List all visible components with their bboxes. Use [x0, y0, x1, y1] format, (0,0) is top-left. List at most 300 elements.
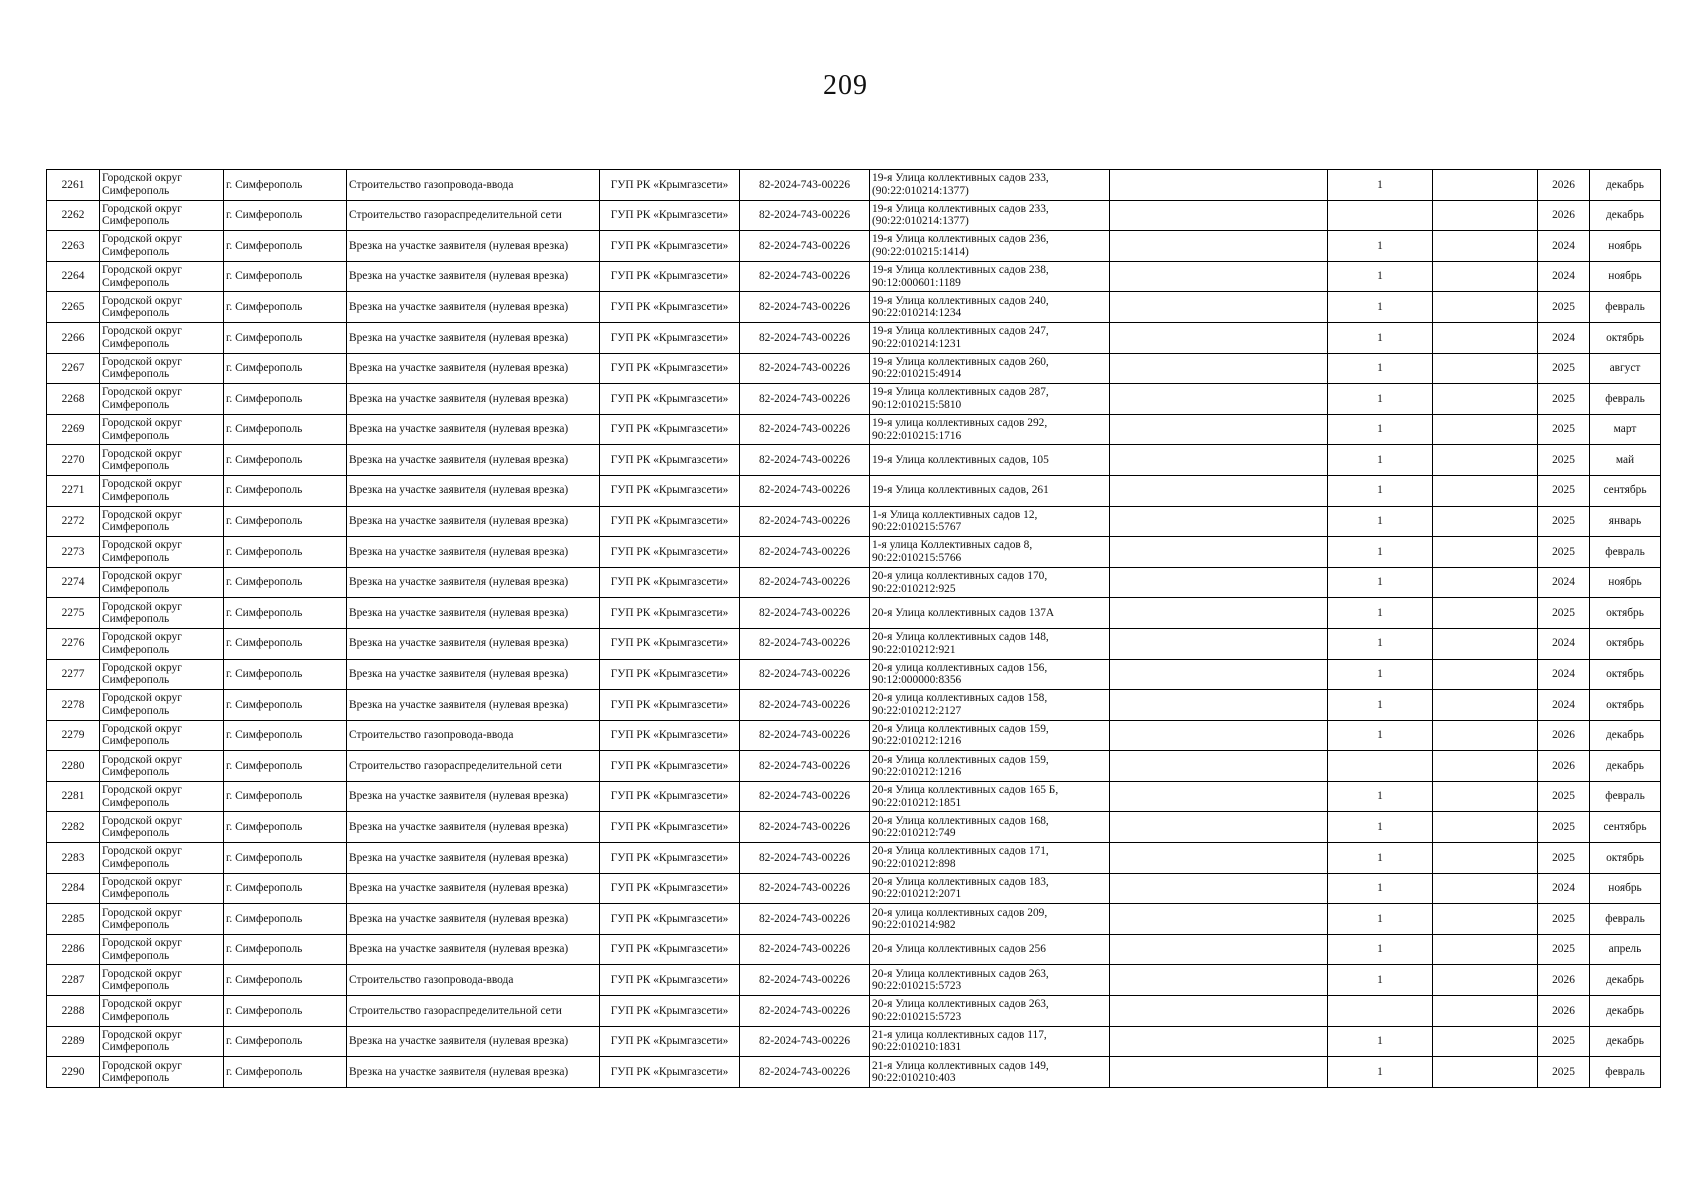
district-cell: Городской округ Симферополь [100, 353, 224, 384]
work-type-cell: Строительство газопровода-ввода [347, 170, 600, 201]
year-cell: 2024 [1538, 873, 1590, 904]
empty-cell [1433, 720, 1538, 751]
empty-cell [1433, 231, 1538, 262]
address-cell: 21-я Улица коллективных садов 149, 90:22:010210:403 [870, 1057, 1110, 1088]
table-row [47, 1057, 1661, 1088]
count-cell: 1 [1328, 506, 1433, 537]
organization-cell: ГУП РК «Крымгазсети» [600, 384, 740, 415]
empty-cell [1433, 659, 1538, 690]
count-cell: 1 [1328, 965, 1433, 996]
count-cell: 1 [1328, 720, 1433, 751]
empty-cell [1433, 781, 1538, 812]
work-type-cell: Строительство газопровода-ввода [347, 965, 600, 996]
empty-cell [1433, 1026, 1538, 1057]
row-number-cell: 2288 [47, 996, 100, 1027]
empty-cell [1110, 322, 1328, 353]
program-code-cell: 82-2024-743-00226 [740, 322, 870, 353]
table-row [47, 965, 1661, 996]
empty-cell [1110, 353, 1328, 384]
work-type-cell: Врезка на участке заявителя (нулевая врезка) [347, 353, 600, 384]
city-cell: г. Симферополь [224, 659, 347, 690]
table-row [47, 506, 1661, 537]
empty-cell [1110, 414, 1328, 445]
row-number-cell: 2278 [47, 690, 100, 721]
district-cell: Городской округ Симферополь [100, 873, 224, 904]
program-code-cell: 82-2024-743-00226 [740, 934, 870, 965]
city-cell: г. Симферополь [224, 996, 347, 1027]
empty-cell [1433, 873, 1538, 904]
month-cell: ноябрь [1590, 261, 1661, 292]
program-code-cell: 82-2024-743-00226 [740, 996, 870, 1027]
organization-cell: ГУП РК «Крымгазсети» [600, 292, 740, 323]
empty-cell [1433, 322, 1538, 353]
district-cell: Городской округ Симферополь [100, 1057, 224, 1088]
empty-cell [1110, 781, 1328, 812]
empty-cell [1110, 261, 1328, 292]
address-cell: 20-я Улица коллективных садов 183, 90:22:010212:2071 [870, 873, 1110, 904]
row-number-cell: 2264 [47, 261, 100, 292]
row-number-cell: 2267 [47, 353, 100, 384]
table-row [47, 843, 1661, 874]
year-cell: 2025 [1538, 353, 1590, 384]
year-cell: 2025 [1538, 384, 1590, 415]
program-code-cell: 82-2024-743-00226 [740, 567, 870, 598]
address-cell: 20-я Улица коллективных садов 165 Б, 90:22:010212:1851 [870, 781, 1110, 812]
address-cell: 19-я Улица коллективных садов 238, 90:12:000601:1189 [870, 261, 1110, 292]
row-number-cell: 2274 [47, 567, 100, 598]
empty-cell [1110, 506, 1328, 537]
work-type-cell: Врезка на участке заявителя (нулевая врезка) [347, 506, 600, 537]
empty-cell [1110, 231, 1328, 262]
work-type-cell: Врезка на участке заявителя (нулевая врезка) [347, 1057, 600, 1088]
work-type-cell: Врезка на участке заявителя (нулевая врезка) [347, 690, 600, 721]
year-cell: 2024 [1538, 628, 1590, 659]
organization-cell: ГУП РК «Крымгазсети» [600, 353, 740, 384]
program-code-cell: 82-2024-743-00226 [740, 628, 870, 659]
district-cell: Городской округ Симферополь [100, 261, 224, 292]
organization-cell: ГУП РК «Крымгазсети» [600, 843, 740, 874]
district-cell: Городской округ Симферополь [100, 934, 224, 965]
address-cell: 19-я Улица коллективных садов 233, (90:22:010214:1377) [870, 200, 1110, 231]
count-cell: 1 [1328, 445, 1433, 476]
district-cell: Городской округ Симферополь [100, 843, 224, 874]
district-cell: Городской округ Симферополь [100, 475, 224, 506]
row-number-cell: 2265 [47, 292, 100, 323]
organization-cell: ГУП РК «Крымгазсети» [600, 598, 740, 629]
district-cell: Городской округ Симферополь [100, 751, 224, 782]
table-row [47, 1026, 1661, 1057]
month-cell: сентябрь [1590, 475, 1661, 506]
count-cell: 1 [1328, 1026, 1433, 1057]
empty-cell [1110, 843, 1328, 874]
city-cell: г. Симферополь [224, 475, 347, 506]
row-number-cell: 2283 [47, 843, 100, 874]
work-type-cell: Врезка на участке заявителя (нулевая врезка) [347, 261, 600, 292]
work-type-cell: Врезка на участке заявителя (нулевая врезка) [347, 781, 600, 812]
month-cell: декабрь [1590, 720, 1661, 751]
row-number-cell: 2285 [47, 904, 100, 935]
page-number: 209 [823, 70, 868, 101]
organization-cell: ГУП РК «Крымгазсети» [600, 537, 740, 568]
empty-cell [1433, 751, 1538, 782]
district-cell: Городской округ Симферополь [100, 170, 224, 201]
empty-cell [1433, 965, 1538, 996]
year-cell: 2025 [1538, 537, 1590, 568]
year-cell: 2026 [1538, 200, 1590, 231]
empty-cell [1110, 475, 1328, 506]
district-cell: Городской округ Симферополь [100, 812, 224, 843]
table-row [47, 567, 1661, 598]
program-code-cell: 82-2024-743-00226 [740, 659, 870, 690]
organization-cell: ГУП РК «Крымгазсети» [600, 965, 740, 996]
empty-cell [1433, 1057, 1538, 1088]
city-cell: г. Симферополь [224, 1057, 347, 1088]
organization-cell: ГУП РК «Крымгазсети» [600, 506, 740, 537]
program-code-cell: 82-2024-743-00226 [740, 690, 870, 721]
count-cell: 1 [1328, 537, 1433, 568]
year-cell: 2025 [1538, 445, 1590, 476]
district-cell: Городской округ Симферополь [100, 322, 224, 353]
count-cell: 1 [1328, 231, 1433, 262]
count-cell: 1 [1328, 292, 1433, 323]
empty-cell [1433, 567, 1538, 598]
empty-cell [1110, 690, 1328, 721]
work-type-cell: Врезка на участке заявителя (нулевая врезка) [347, 843, 600, 874]
empty-cell [1433, 506, 1538, 537]
empty-cell [1110, 170, 1328, 201]
city-cell: г. Симферополь [224, 690, 347, 721]
table-row [47, 231, 1661, 262]
district-cell: Городской округ Симферополь [100, 567, 224, 598]
month-cell: декабрь [1590, 1026, 1661, 1057]
empty-cell [1110, 659, 1328, 690]
table-row [47, 904, 1661, 935]
program-code-cell: 82-2024-743-00226 [740, 751, 870, 782]
address-cell: 21-я улица коллективных садов 117, 90:22:010210:1831 [870, 1026, 1110, 1057]
empty-cell [1433, 292, 1538, 323]
address-cell: 20-я Улица коллективных садов 159, 90:22:010212:1216 [870, 751, 1110, 782]
count-cell: 1 [1328, 567, 1433, 598]
district-cell: Городской округ Симферополь [100, 628, 224, 659]
year-cell: 2025 [1538, 934, 1590, 965]
empty-cell [1110, 751, 1328, 782]
organization-cell: ГУП РК «Крымгазсети» [600, 628, 740, 659]
month-cell: октябрь [1590, 690, 1661, 721]
row-number-cell: 2280 [47, 751, 100, 782]
month-cell: март [1590, 414, 1661, 445]
city-cell: г. Симферополь [224, 353, 347, 384]
address-cell: 19-я Улица коллективных садов, 105 [870, 445, 1110, 476]
empty-cell [1433, 200, 1538, 231]
row-number-cell: 2281 [47, 781, 100, 812]
organization-cell: ГУП РК «Крымгазсети» [600, 996, 740, 1027]
empty-cell [1433, 996, 1538, 1027]
program-code-cell: 82-2024-743-00226 [740, 904, 870, 935]
work-type-cell: Врезка на участке заявителя (нулевая врезка) [347, 934, 600, 965]
address-cell: 20-я улица коллективных садов 158, 90:22:010212:2127 [870, 690, 1110, 721]
month-cell: октябрь [1590, 628, 1661, 659]
year-cell: 2025 [1538, 781, 1590, 812]
city-cell: г. Симферополь [224, 414, 347, 445]
row-number-cell: 2282 [47, 812, 100, 843]
table-row [47, 322, 1661, 353]
table-row [47, 445, 1661, 476]
program-code-cell: 82-2024-743-00226 [740, 353, 870, 384]
month-cell: октябрь [1590, 598, 1661, 629]
row-number-cell: 2272 [47, 506, 100, 537]
district-cell: Городской округ Симферополь [100, 659, 224, 690]
empty-cell [1110, 384, 1328, 415]
organization-cell: ГУП РК «Крымгазсети» [600, 231, 740, 262]
organization-cell: ГУП РК «Крымгазсети» [600, 170, 740, 201]
empty-cell [1433, 904, 1538, 935]
work-type-cell: Врезка на участке заявителя (нулевая врезка) [347, 904, 600, 935]
program-code-cell: 82-2024-743-00226 [740, 170, 870, 201]
table-row [47, 628, 1661, 659]
month-cell: ноябрь [1590, 567, 1661, 598]
month-cell: февраль [1590, 781, 1661, 812]
city-cell: г. Симферополь [224, 720, 347, 751]
city-cell: г. Симферополь [224, 322, 347, 353]
table-row [47, 690, 1661, 721]
program-code-cell: 82-2024-743-00226 [740, 812, 870, 843]
empty-cell [1433, 353, 1538, 384]
month-cell: август [1590, 353, 1661, 384]
month-cell: февраль [1590, 904, 1661, 935]
program-code-cell: 82-2024-743-00226 [740, 506, 870, 537]
empty-cell [1110, 292, 1328, 323]
count-cell: 1 [1328, 781, 1433, 812]
empty-cell [1433, 598, 1538, 629]
district-cell: Городской округ Симферополь [100, 414, 224, 445]
address-cell: 20-я Улица коллективных садов 263, 90:22:010215:5723 [870, 965, 1110, 996]
address-cell: 19-я Улица коллективных садов, 261 [870, 475, 1110, 506]
year-cell: 2026 [1538, 996, 1590, 1027]
month-cell: декабрь [1590, 996, 1661, 1027]
program-code-cell: 82-2024-743-00226 [740, 720, 870, 751]
city-cell: г. Симферополь [224, 1026, 347, 1057]
city-cell: г. Симферополь [224, 292, 347, 323]
program-code-cell: 82-2024-743-00226 [740, 537, 870, 568]
count-cell: 1 [1328, 475, 1433, 506]
row-number-cell: 2271 [47, 475, 100, 506]
count-cell: 1 [1328, 1057, 1433, 1088]
district-cell: Городской округ Симферополь [100, 384, 224, 415]
table-row [47, 812, 1661, 843]
work-type-cell: Врезка на участке заявителя (нулевая врезка) [347, 414, 600, 445]
work-type-cell: Врезка на участке заявителя (нулевая врезка) [347, 445, 600, 476]
city-cell: г. Симферополь [224, 261, 347, 292]
organization-cell: ГУП РК «Крымгазсети» [600, 812, 740, 843]
address-cell: 20-я Улица коллективных садов 168, 90:22:010212:749 [870, 812, 1110, 843]
district-cell: Городской округ Симферополь [100, 904, 224, 935]
table-row [47, 720, 1661, 751]
year-cell: 2024 [1538, 322, 1590, 353]
empty-cell [1110, 628, 1328, 659]
count-cell [1328, 996, 1433, 1027]
table-row [47, 781, 1661, 812]
empty-cell [1433, 628, 1538, 659]
address-cell: 19-я Улица коллективных садов 233, (90:22:010214:1377) [870, 170, 1110, 201]
gasification-register-table [46, 169, 1661, 1088]
row-number-cell: 2261 [47, 170, 100, 201]
work-type-cell: Врезка на участке заявителя (нулевая врезка) [347, 292, 600, 323]
row-number-cell: 2277 [47, 659, 100, 690]
program-code-cell: 82-2024-743-00226 [740, 231, 870, 262]
table-row [47, 537, 1661, 568]
program-code-cell: 82-2024-743-00226 [740, 200, 870, 231]
table-row [47, 996, 1661, 1027]
organization-cell: ГУП РК «Крымгазсети» [600, 934, 740, 965]
year-cell: 2025 [1538, 1026, 1590, 1057]
empty-cell [1110, 873, 1328, 904]
work-type-cell: Врезка на участке заявителя (нулевая врезка) [347, 598, 600, 629]
address-cell: 19-я Улица коллективных садов 236, (90:22:010215:1414) [870, 231, 1110, 262]
city-cell: г. Симферополь [224, 781, 347, 812]
work-type-cell: Врезка на участке заявителя (нулевая врезка) [347, 567, 600, 598]
month-cell: декабрь [1590, 200, 1661, 231]
month-cell: декабрь [1590, 170, 1661, 201]
city-cell: г. Симферополь [224, 567, 347, 598]
address-cell: 20-я Улица коллективных садов 137А [870, 598, 1110, 629]
organization-cell: ГУП РК «Крымгазсети» [600, 445, 740, 476]
empty-cell [1110, 598, 1328, 629]
address-cell: 19-я Улица коллективных садов 240, 90:22:010214:1234 [870, 292, 1110, 323]
city-cell: г. Симферополь [224, 965, 347, 996]
program-code-cell: 82-2024-743-00226 [740, 598, 870, 629]
year-cell: 2025 [1538, 506, 1590, 537]
empty-cell [1110, 567, 1328, 598]
empty-cell [1110, 996, 1328, 1027]
city-cell: г. Симферополь [224, 384, 347, 415]
table-row [47, 934, 1661, 965]
city-cell: г. Симферополь [224, 628, 347, 659]
row-number-cell: 2263 [47, 231, 100, 262]
row-number-cell: 2289 [47, 1026, 100, 1057]
month-cell: апрель [1590, 934, 1661, 965]
month-cell: февраль [1590, 384, 1661, 415]
year-cell: 2025 [1538, 904, 1590, 935]
organization-cell: ГУП РК «Крымгазсети» [600, 414, 740, 445]
row-number-cell: 2290 [47, 1057, 100, 1088]
city-cell: г. Симферополь [224, 598, 347, 629]
city-cell: г. Симферополь [224, 506, 347, 537]
address-cell: 19-я Улица коллективных садов 260, 90:22:010215:4914 [870, 353, 1110, 384]
count-cell: 1 [1328, 659, 1433, 690]
district-cell: Городской округ Симферополь [100, 1026, 224, 1057]
program-code-cell: 82-2024-743-00226 [740, 1057, 870, 1088]
district-cell: Городской округ Симферополь [100, 965, 224, 996]
district-cell: Городской округ Симферополь [100, 996, 224, 1027]
address-cell: 20-я Улица коллективных садов 148, 90:22:010212:921 [870, 628, 1110, 659]
program-code-cell: 82-2024-743-00226 [740, 873, 870, 904]
count-cell: 1 [1328, 414, 1433, 445]
row-number-cell: 2284 [47, 873, 100, 904]
month-cell: май [1590, 445, 1661, 476]
empty-cell [1433, 384, 1538, 415]
empty-cell [1433, 934, 1538, 965]
month-cell: октябрь [1590, 843, 1661, 874]
month-cell: февраль [1590, 537, 1661, 568]
empty-cell [1433, 537, 1538, 568]
row-number-cell: 2262 [47, 200, 100, 231]
month-cell: февраль [1590, 1057, 1661, 1088]
organization-cell: ГУП РК «Крымгазсети» [600, 322, 740, 353]
table-row [47, 261, 1661, 292]
city-cell: г. Симферополь [224, 843, 347, 874]
work-type-cell: Врезка на участке заявителя (нулевая врезка) [347, 873, 600, 904]
organization-cell: ГУП РК «Крымгазсети» [600, 261, 740, 292]
table-row [47, 598, 1661, 629]
work-type-cell: Строительство газораспределительной сети [347, 200, 600, 231]
year-cell: 2024 [1538, 659, 1590, 690]
district-cell: Городской округ Симферополь [100, 781, 224, 812]
count-cell: 1 [1328, 322, 1433, 353]
address-cell: 20-я улица коллективных садов 209, 90:22:010214:982 [870, 904, 1110, 935]
district-cell: Городской округ Симферополь [100, 598, 224, 629]
count-cell: 1 [1328, 261, 1433, 292]
program-code-cell: 82-2024-743-00226 [740, 781, 870, 812]
program-code-cell: 82-2024-743-00226 [740, 292, 870, 323]
work-type-cell: Врезка на участке заявителя (нулевая врезка) [347, 659, 600, 690]
month-cell: сентябрь [1590, 812, 1661, 843]
district-cell: Городской округ Симферополь [100, 292, 224, 323]
organization-cell: ГУП РК «Крымгазсети» [600, 720, 740, 751]
city-cell: г. Симферополь [224, 873, 347, 904]
address-cell: 19-я Улица коллективных садов 247, 90:22:010214:1231 [870, 322, 1110, 353]
work-type-cell: Врезка на участке заявителя (нулевая врезка) [347, 384, 600, 415]
year-cell: 2024 [1538, 261, 1590, 292]
year-cell: 2026 [1538, 170, 1590, 201]
city-cell: г. Симферополь [224, 231, 347, 262]
count-cell [1328, 751, 1433, 782]
count-cell: 1 [1328, 904, 1433, 935]
table-row [47, 170, 1661, 201]
city-cell: г. Симферополь [224, 934, 347, 965]
empty-cell [1433, 414, 1538, 445]
month-cell: январь [1590, 506, 1661, 537]
city-cell: г. Симферополь [224, 170, 347, 201]
year-cell: 2025 [1538, 292, 1590, 323]
district-cell: Городской округ Симферополь [100, 690, 224, 721]
count-cell: 1 [1328, 843, 1433, 874]
row-number-cell: 2275 [47, 598, 100, 629]
year-cell: 2024 [1538, 690, 1590, 721]
program-code-cell: 82-2024-743-00226 [740, 445, 870, 476]
table-row [47, 384, 1661, 415]
month-cell: ноябрь [1590, 873, 1661, 904]
city-cell: г. Симферополь [224, 812, 347, 843]
address-cell: 20-я Улица коллективных садов 256 [870, 934, 1110, 965]
organization-cell: ГУП РК «Крымгазсети» [600, 1057, 740, 1088]
table-row [47, 873, 1661, 904]
address-cell: 19-я улица коллективных садов 292, 90:22:010215:1716 [870, 414, 1110, 445]
table-row [47, 751, 1661, 782]
district-cell: Городской округ Симферополь [100, 537, 224, 568]
year-cell: 2025 [1538, 843, 1590, 874]
work-type-cell: Строительство газораспределительной сети [347, 996, 600, 1027]
district-cell: Городской округ Симферополь [100, 445, 224, 476]
empty-cell [1433, 261, 1538, 292]
city-cell: г. Симферополь [224, 445, 347, 476]
year-cell: 2024 [1538, 231, 1590, 262]
month-cell: декабрь [1590, 965, 1661, 996]
empty-cell [1433, 812, 1538, 843]
table-row [47, 659, 1661, 690]
organization-cell: ГУП РК «Крымгазсети» [600, 690, 740, 721]
empty-cell [1110, 812, 1328, 843]
row-number-cell: 2270 [47, 445, 100, 476]
